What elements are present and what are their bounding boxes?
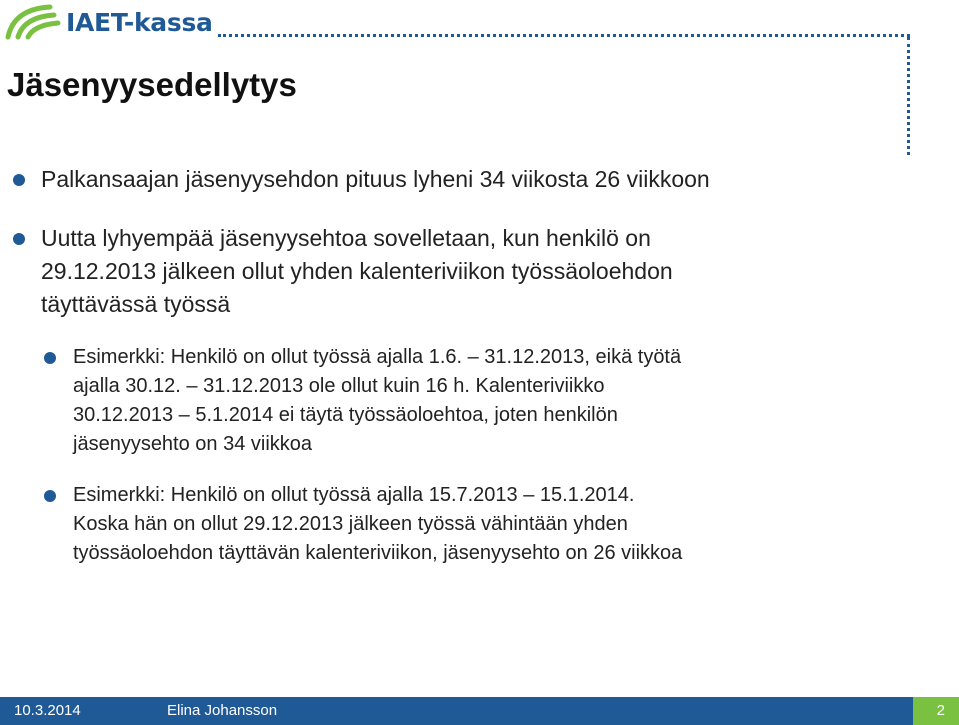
logo-swoosh-icon [4, 3, 62, 41]
bullet-line: ajalla 30.12. – 31.12.2013 ole ollut kuin 16 h. Kalenteriviikko [73, 375, 605, 397]
bullet-dot-icon [44, 490, 56, 502]
sub-bullet-item-2 [44, 481, 682, 568]
bullet-line: jäsenyysehto on 34 viikkoa [73, 433, 313, 455]
logo-text: IAET-kassa [66, 7, 213, 37]
footer-date: 10.3.2014 [14, 702, 81, 719]
header-dotted-line [218, 34, 910, 37]
bullet-line: Koska hän on ollut 29.12.2013 jälkeen työssä vähintään yhden [73, 513, 628, 535]
bullet-line: 29.12.2013 jälkeen ollut yhden kalenteriviikon työssäoloehdon [41, 258, 673, 284]
bullet-line: täyttävässä työssä [41, 291, 231, 317]
bullet-dot-icon [13, 233, 25, 245]
bullet-dot-icon [13, 174, 25, 186]
bullet-item-1 [13, 163, 710, 196]
bullet-dot-icon [44, 352, 56, 364]
bullet-line: Esimerkki: Henkilö on ollut työssä ajalla 1.6. – 31.12.2013, eikä työtä [73, 346, 682, 368]
slide-title: Jäsenyysedellytys [7, 66, 297, 103]
bullet-line: 30.12.2013 – 5.1.2014 ei täytä työssäoloehtoa, joten henkilön [73, 404, 618, 426]
bullet-item-2 [13, 222, 673, 321]
bullet-line: Uutta lyhyempää jäsenyysehtoa sovelletaan, kun henkilö on [41, 225, 651, 251]
page-number: 2 [936, 702, 945, 719]
header-dotted-vertical-line [907, 37, 910, 155]
footer-bar [0, 697, 959, 725]
logo [4, 2, 213, 42]
bullet-line: Esimerkki: Henkilö on ollut työssä ajalla 15.7.2013 – 15.1.2014. [73, 484, 635, 506]
footer-author: Elina Johansson [167, 702, 278, 719]
bullet-line: Palkansaajan jäsenyysehdon pituus lyheni 34 viikosta 26 viikkoon [41, 166, 710, 192]
bullet-line: työssäoloehdon täyttävän kalenteriviikon, jäsenyysehto on 26 viikkoa [73, 542, 683, 564]
sub-bullet-item-1 [44, 343, 681, 459]
